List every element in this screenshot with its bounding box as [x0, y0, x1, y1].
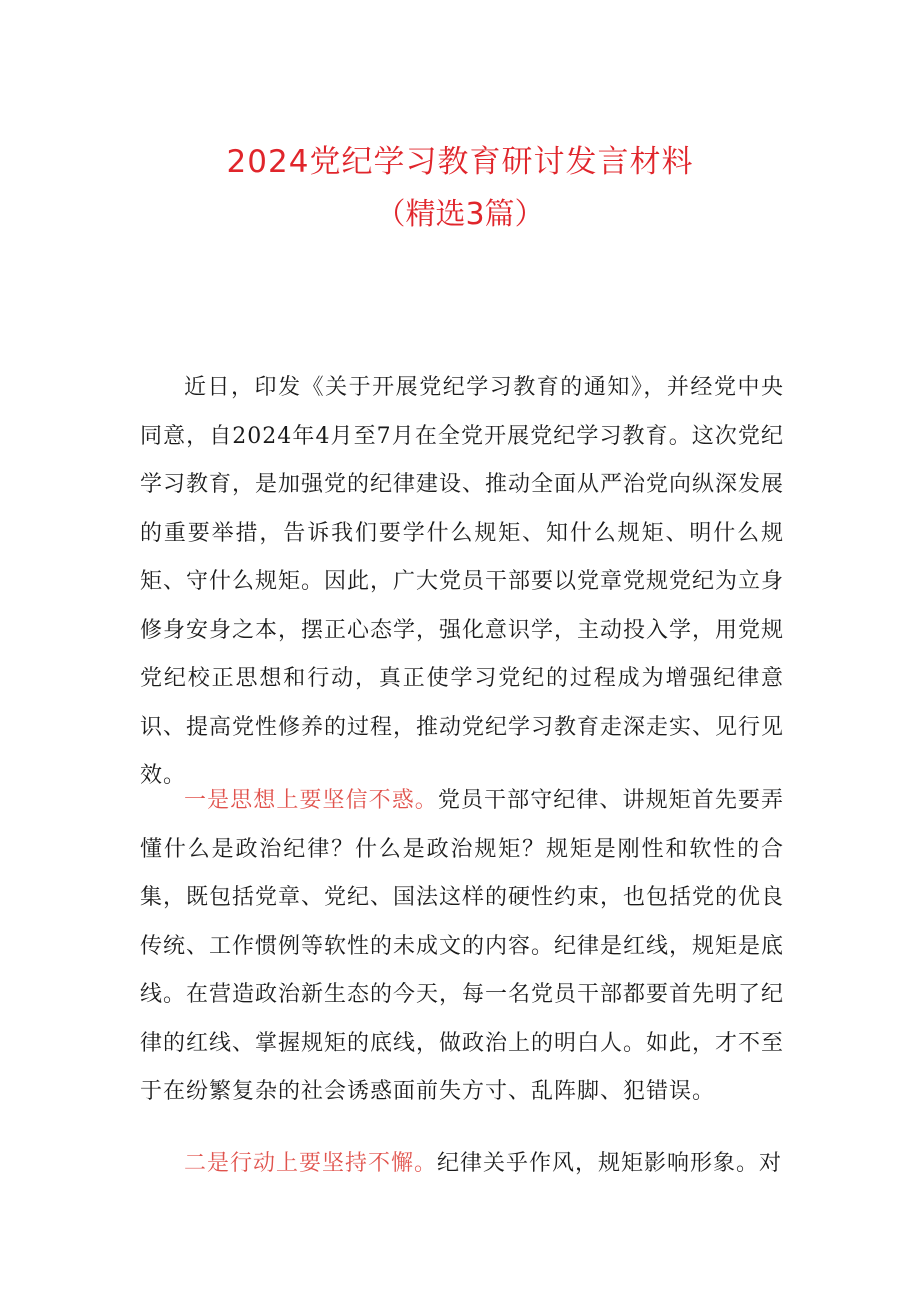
paragraph-lead: 一是思想上要坚信不惑。: [184, 788, 438, 813]
paragraph-text: 近日，印发《关于开展党纪学习教育的通知》，并经党中央同意，自2024年4月至7月在全党开展党纪学习教育。这次党纪学习教育，是加强党的纪律建设、推动全面从严治党向纵深发展的重要举措，告诉我们要学什么规矩、知什么规矩、明什么规矩、守什么规矩。因此，广大党员干部要以党章党规党纪为立身修身安身之本，摆正心态学，强化意识学，主动投入学，用党规党纪校正思想和行动，真正使学习党纪的过程成为增强纪律意识、提高党性修养的过程，推动党纪学习教育走深走实、见行见效。: [140, 375, 785, 788]
paragraph-text: 纪律关乎作风，规矩影响形象。对: [437, 1151, 783, 1176]
paragraph-text: 党员干部守纪律、讲规矩首先要弄懂什么是政治纪律？什么是政治规矩？规矩是刚性和软性的合集，既包括党章、党纪、国法这样的硬性约束，也包括党的优良传统、工作惯例等软性的未成文的内容。纪律是红线，规矩是底线。在营造政治新生态的今天，每一名党员干部都要首先明了纪律的红线、掌握规矩的底线，做政治上的明白人。如此，才不至于在纷繁复杂的社会诱惑面前失方寸、乱阵脚、犯错误。: [140, 788, 785, 1104]
paragraph-intro: [140, 364, 784, 801]
paragraph-point-one: [140, 777, 784, 1117]
paragraph-lead: 二是行动上要坚持不懈。: [184, 1151, 438, 1176]
paragraph-point-two: [140, 1140, 784, 1189]
document-subtitle: （精选3篇）: [375, 197, 545, 232]
document-title: 2024党纪学习教育研讨发言材料: [226, 144, 694, 180]
